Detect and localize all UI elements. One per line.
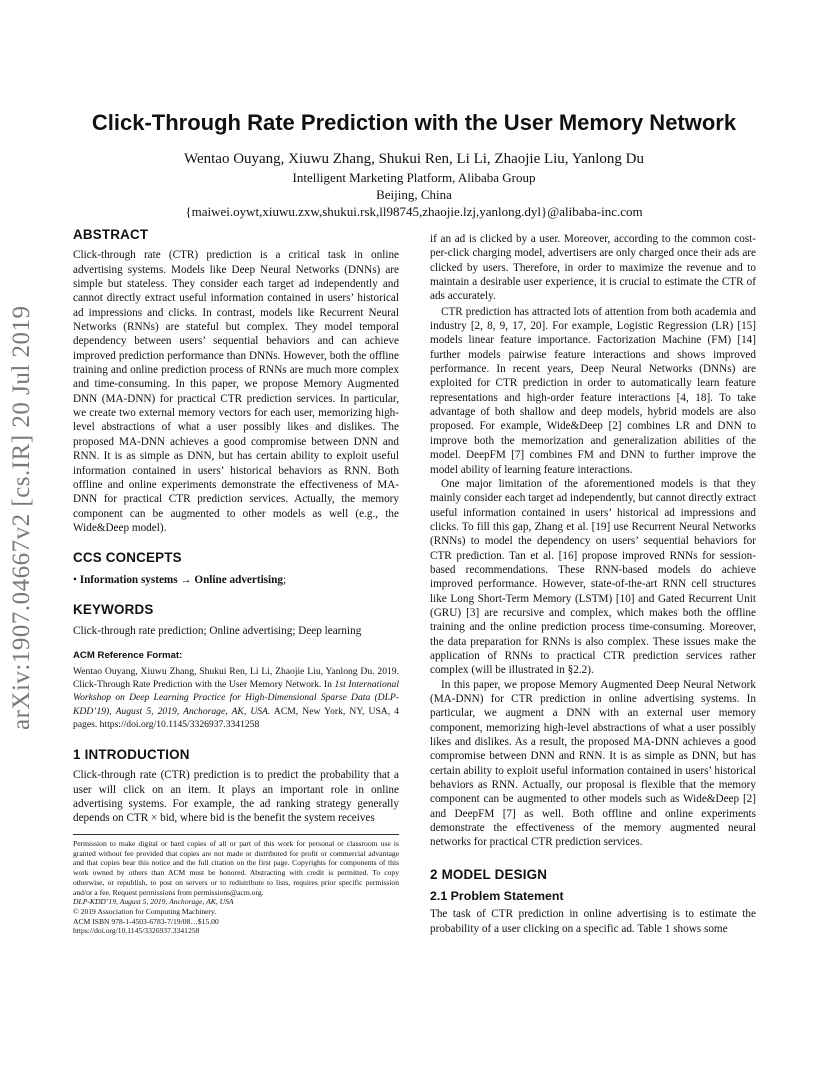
author-list: Wentao Ouyang, Xiuwu Zhang, Shukui Ren, Li Li, Zhaojie Liu, Yanlong Du — [184, 151, 644, 167]
problem-statement-heading: 2.1 Problem Statement — [430, 889, 564, 904]
model-heading: 2 MODEL DESIGN — [430, 866, 548, 882]
intro-paragraph-2: CTR prediction has attracted lots of attention from both academia and industry [2, 8, 9, 17, 20]. For example, Logistic Regression (LR) [15] models linear feature importance. Factorization Machine (FM) [14] further models pairwise feature interactions and shows improved performance. In recent years, Deep Neural Networks (DNNs) are exploited for CTR prediction in order to automatically learn feature representations and high-order feature interactions [4, 18]. To take advantage of both shallow and deep models, hybrid models are also proposed. For example, Wide&Deep [2] combines LR and DNN to improve both the memorization and generalization abilities of the model. DeepFM [7] combines FM and DNN to further improve the model ability of learning feature interactions. — [430, 305, 756, 476]
ccs-trail: ; — [282, 573, 287, 586]
footnote-venue: DLP-KDD’19, August 5, 2019, Anchorage, AK, USA — [73, 897, 234, 907]
footnote-isbn: ACM ISBN 978-1-4503-6783-7/19/08…$15.00 — [73, 916, 219, 926]
acm-ref-text — [73, 665, 399, 731]
footnote-copyright: © 2019 Association for Computing Machinery. — [73, 906, 217, 916]
left-column — [73, 228, 399, 826]
intro-paragraph-3: One major limitation of the aforementioned models is that they mainly consider each target ad independently, but cannot directly extract useful information contained in users’ historical ad impressions and clicks. To fill this gap, Zhang et al. [19] use Recurrent Neural Networks (RNNs) to model the dependency on users’ sequential behaviors for CTR prediction. Tan et al. [16] propose improved RNNs for session-based recommendations. These RNN-based models do achieve improved performance. However, state-of-the-art RNN cell structures like Long Short-Term Memory (LSTM) [10] and Gated Recurrent Unit (GRU) [3] are recursive and complex, which makes both the offline training and the online prediction process time-consuming. Moreover, the data preparation for RNNs is also complex. These issues make the application of RNNs to practical CTR prediction services rather complex (will be illustrated in §2.2). — [430, 477, 756, 677]
intro-paragraph-1: if an ad is clicked by a user. Moreover, according to the common cost-per-click charging model, advertisers are only charged once their ads are clicked by users. Therefore, in order to maximize the revenue and to maintain a desirable user experience, it is crucial to estimate the CTR of ads accurately. — [430, 233, 756, 303]
location: Beijing, China — [376, 187, 452, 202]
intro-paragraph-4: In this paper, we propose Memory Augmented Deep Neural Network (MA-DNN) for CTR prediction in online advertising systems. In particular, we augment a DNN with an external user memory component, memorizing high-level abstractions of what a user possibly likes and dislikes. As a result, the proposed MA-DNN achieves a good compromise between DNN and RNN. It is as simple as DNN, but has certain ability to exploit useful information contained in users’ historical behaviors as RNN. Actually, our proposal is flexible that the memory component can be augmented to other models such as Wide&Deep [2] and DeepFM [7] as well. Both offline and online experiments demonstrate the effectiveness of the memory augmented neural networks for practical CTR prediction services. — [430, 678, 756, 849]
permission-notice: Permission to make digital or hard copies of all or part of this work for personal or classroom use is granted without fee provided that copies are not made or distributed for profit or commercial advantage and that copies bear this notice and the full citation on the first page. Copyrights for components of this work owned by others than ACM must be honored. Abstracting with credit is permitted. To copy otherwise, or republish, to post on servers or to redistribute to lists, requires prior specific permission and/or a fee. Request permissions from permissions@acm.org. — [73, 839, 399, 897]
problem-statement-text: The task of CTR prediction in online advertising is to estimate the probability of a user clicking on a specific ad. Table 1 shows some — [430, 908, 756, 935]
affiliation: Intelligent Marketing Platform, Alibaba Group — [292, 170, 536, 185]
keywords-heading: KEYWORDS — [73, 601, 154, 617]
ccs-concept: Information systems → Online advertising — [79, 573, 283, 586]
footnote-doi: https://doi.org/10.1145/3326937.3341258 — [73, 926, 200, 936]
arxiv-id: arXiv:1907.04667v2 [cs.IR] 20 Jul 2019 — [8, 305, 35, 730]
abstract-text: Click-through rate (CTR) prediction is a critical task in online advertising systems. Models like Deep Neural Networks (DNNs) are simple but stateless. They consider each target ad independently and cannot directly extract useful information contained in users’ historical ad impressions and clicks. In contrast, models like Recurrent Neural Networks (RNNs) are stateful but complex. They model temporal dependency between users’ sequential behaviors and can achieve improved prediction performance than DNNs. However, both the offline training and online prediction process of RNNs are much more complex and time-consuming. In this paper, we propose Memory Augmented DNN (MA-DNN) for practical CTR prediction services. In particular, we create two external memory vectors for each user, memorizing high-level abstractions of what a user possibly likes and dislikes. The proposed MA-DNN achieves a good compromise between DNN and RNN. It is as simple as DNN, but has certain ability to exploit useful information contained in users’ historical behaviors as RNN. Both offline and online experiments demonstrate the effectiveness of MA-DNN for practical CTR prediction services. Actually, the memory component can be augmented to other models as well (e.g., the Wide&Deep model). — [73, 249, 399, 534]
acm-ref-venue: 1st International Workshop on Deep Learning Practice for High-Dimensional Sparse Data (DLP-KDD’19), August 5, 2019, Anchorage, AK, USA. — [73, 679, 399, 717]
ccs-concepts — [73, 573, 399, 587]
right-column — [430, 232, 756, 936]
ccs-bullet: • — [73, 573, 77, 586]
copyright-footnote — [73, 839, 399, 936]
intro-left-text: Click-through rate (CTR) prediction is to predict the probability that a user will click on an item. It plays an important role in online advertising systems. For example, the ad ranking strategy generally depends on CTR × bid, where bid is the benefit the system receives — [73, 769, 399, 825]
paper-title: Click-Through Rate Prediction with the User Memory Network — [91, 110, 737, 135]
intro-heading: 1 INTRODUCTION — [73, 746, 190, 762]
ccs-heading: CCS CONCEPTS — [73, 550, 182, 566]
author-emails: {maiwei.oywt,xiuwu.zxw,shukui.rsk,ll98745,zhaojie.lzj,yanlong.dyl}@alibaba-inc.com — [185, 204, 643, 219]
acm-ref-part2: ACM, New York, NY, USA, 4 pages. https://doi.org/10.1145/3326937.3341258 — [73, 705, 400, 730]
acm-ref-part1: Wentao Ouyang, Xiuwu Zhang, Shukui Ren, Li Li, Zhaojie Liu, Yanlong Du. 2019. Click-Through Rate Prediction with the User Memory Network. In — [73, 665, 399, 691]
keywords-text: Click-through rate prediction; Online advertising; Deep learning — [73, 625, 362, 638]
acm-ref-heading: ACM Reference Format: — [73, 649, 183, 661]
abstract-heading: ABSTRACT — [73, 227, 149, 242]
footnote-rule — [73, 834, 399, 835]
